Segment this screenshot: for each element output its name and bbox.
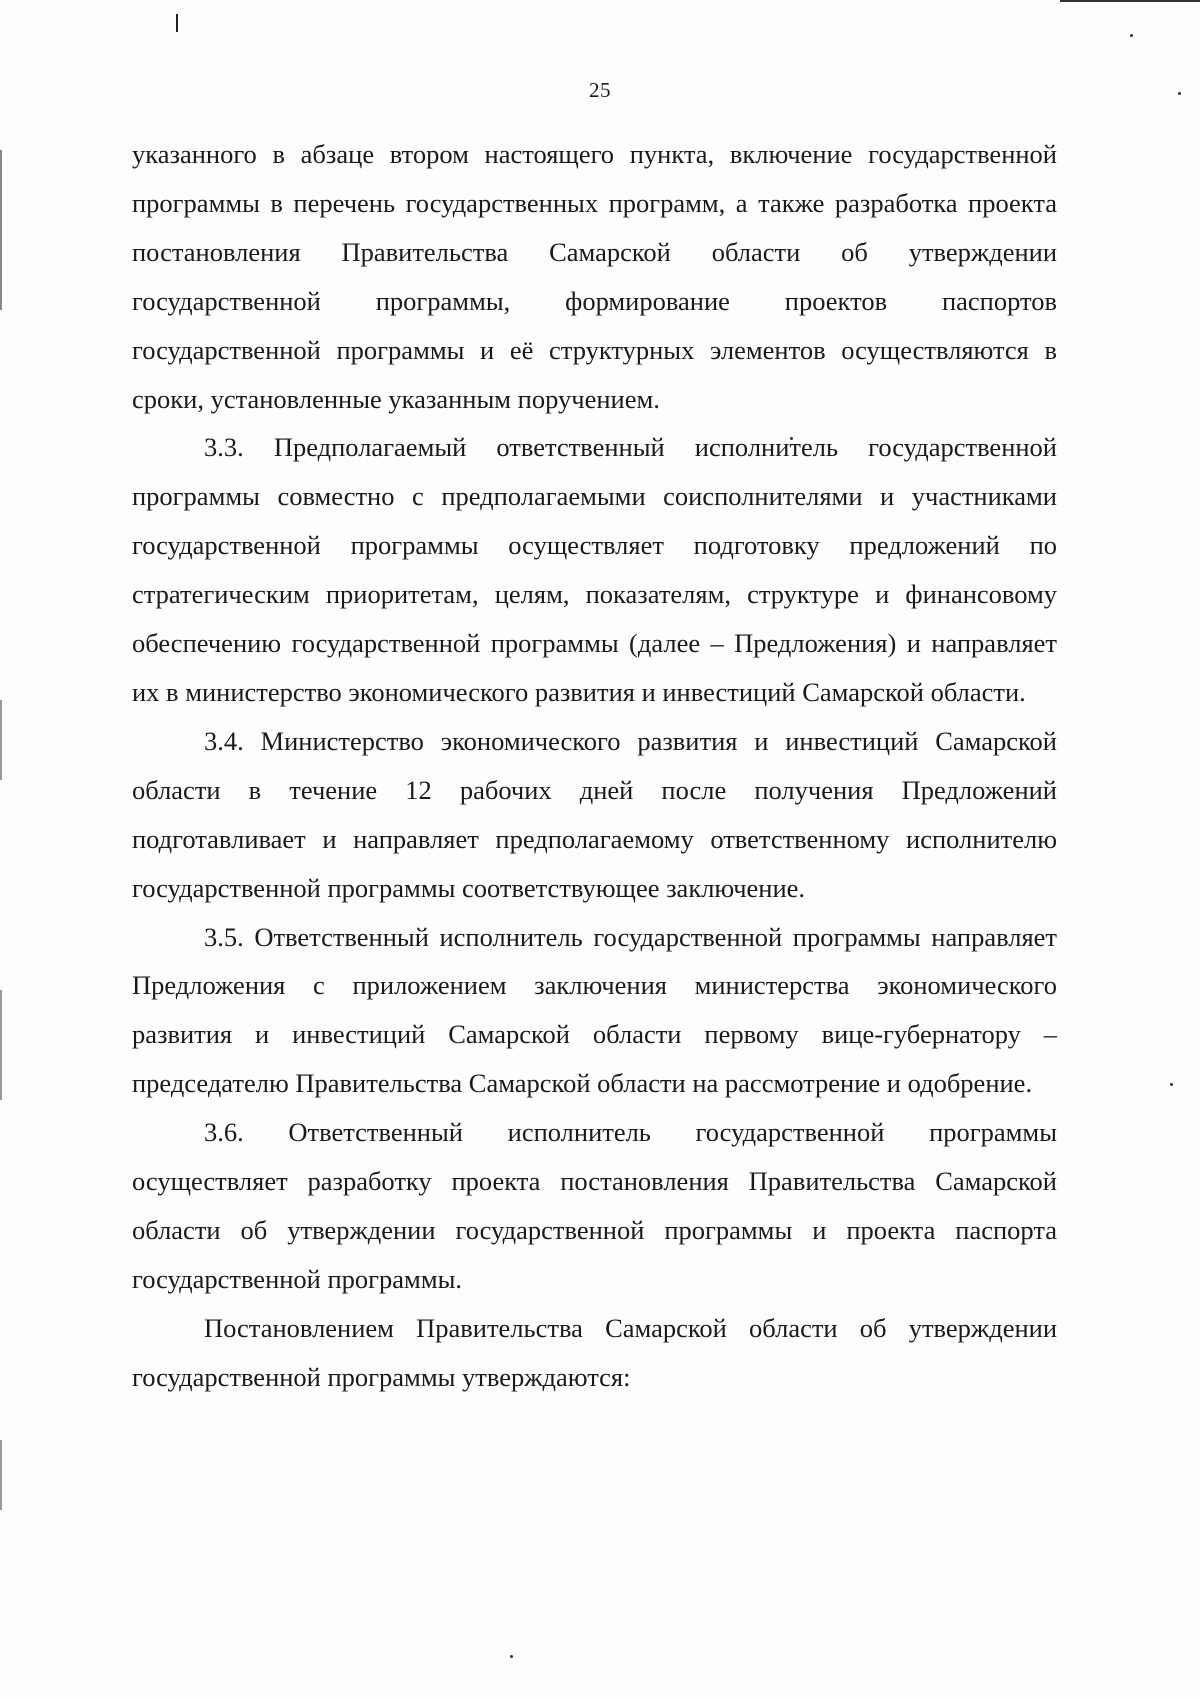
- scan-artifact-left-edge: [0, 1440, 2, 1510]
- paragraph-resolution: Постановлением Правительства Самарской области об утверждении государственной программы утверждаются:: [132, 1312, 1057, 1392]
- paragraph-3-6: 3.6. Ответственный исполнитель государственной программы осуществляет разработку проекта постановления Правительства Самарской области об утверждении государственной программы и проекта паспорта государственной программы.: [132, 1117, 1057, 1294]
- paragraph-3-4: 3.4. Министерство экономического развития и инвестиций Самарской области в течение 12 рабочих дней после получения Предложений подготавливает и направляет предполагаемому ответственному исполнителю государственной программы соответствующее заключение.: [132, 725, 1057, 903]
- scan-artifact-tick: [176, 14, 178, 32]
- scan-artifact-dot: [510, 1655, 513, 1658]
- scan-artifact-edge-line: [1060, 0, 1200, 2]
- scan-artifact-left-edge: [0, 700, 2, 780]
- scan-artifact-left-edge: [0, 990, 2, 1100]
- page-number: 25: [589, 78, 611, 102]
- paragraph-3-5: 3.5. Ответственный исполнитель государственной программы направляет Предложения с приложением заключения министерства экономического развития и инвестиций Самарской области первому вице-губернатору – председателю Правительства Самарской области на рассмотрение и одобрение.: [132, 921, 1057, 1099]
- paragraph: указанного в абзаце втором настоящего пункта, включение государственной программы в перечень государственных программ, а также разработка проекта постановления Правительства Самарской области об утверждении государственной программы, формирование проектов паспортов государственной программы и её структурных элементов осуществляются в сроки, установленные указанным поручением.: [132, 139, 1057, 414]
- paragraph-3-3: 3.3. Предполагаемый ответственный исполнитель государственной программы совместно с предполагаемыми соисполнителями и участниками государственной программы осуществляет подготовку предложений по стратегическим приоритетам, целям, показателям, структуре и финансовому обеспечению государственной программы (далее – Предложения) и направляет их в министерство экономического развития и инвестиций Самарской области.: [132, 432, 1057, 707]
- scan-artifact-left-edge: [0, 150, 2, 310]
- scan-artifact-dot: [1170, 1083, 1173, 1086]
- scan-artifact-dot: [1130, 34, 1133, 37]
- document-body: [132, 130, 1057, 1402]
